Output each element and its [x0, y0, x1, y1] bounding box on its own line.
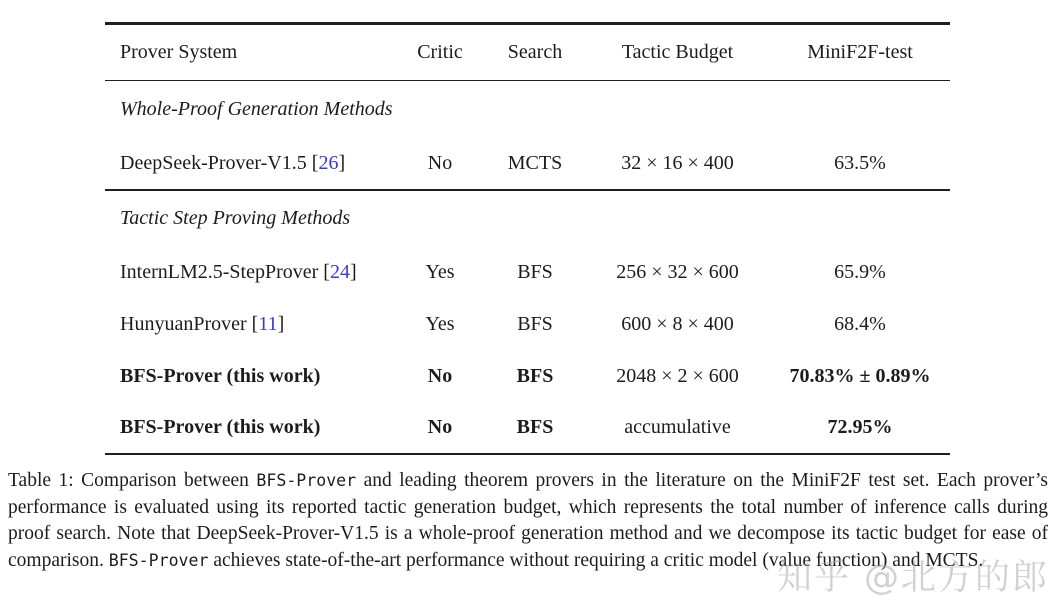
cell-result: 68.4% [834, 313, 886, 336]
citation-bracket-close: ] [349, 261, 357, 284]
cell-critic: No [427, 416, 453, 439]
results-table [105, 22, 950, 455]
table-rule-bottom [105, 453, 950, 456]
caption-text: achieves state-of-the-art performance without requiring a critic model (value function) and MCTS. [208, 549, 984, 571]
section-header-tactic-step: Tactic Step Proving Methods [120, 207, 351, 230]
citation-bracket-open: [ [323, 261, 330, 284]
column-header-critic: Critic [417, 40, 463, 63]
cell-prover-system: BFS-Prover (this work) [120, 416, 321, 439]
cell-tactic-budget: 256 × 32 × 600 [616, 261, 739, 284]
column-header-search: Search [507, 40, 563, 63]
column-header-prover-system: Prover System [120, 40, 238, 63]
table-row [105, 299, 950, 351]
cell-critic: No [427, 365, 453, 388]
cell-prover-system: BFS-Prover (this work) [120, 365, 321, 388]
cell-result: 70.83% ± 0.89% [789, 365, 931, 388]
caption-text: and leading theorem provers in the literature on the MiniF2F test set. Each prover’s performance is evaluated using its reported tactic generation budget, which represents the total number of inference calls during proof search. Note that DeepSeek-Prover-V1.5 is a whole-proof generation method and we decompose its tactic budget for ease of comparison. [8, 470, 1048, 571]
cell-critic: No [427, 151, 453, 174]
prover-name: HunyuanProver [120, 313, 247, 336]
cell-tactic-budget: 600 × 8 × 400 [621, 313, 734, 336]
cell-tactic-budget: accumulative [624, 416, 731, 439]
citation-bracket-close: ] [277, 313, 285, 336]
caption-text: Table 1: Comparison between [8, 470, 257, 491]
table-header-row [105, 25, 950, 80]
prover-name: DeepSeek-Prover-V1.5 [120, 151, 307, 174]
citation-link[interactable]: 26 [318, 151, 339, 174]
cell-search: BFS [517, 261, 553, 284]
cell-search: BFS [517, 313, 553, 336]
cell-prover-system [105, 261, 395, 284]
citation-bracket-open: [ [251, 313, 259, 336]
column-header-tactic-budget: Tactic Budget [621, 40, 734, 63]
cell-prover-system [105, 152, 395, 175]
cell-result: 65.9% [834, 261, 886, 284]
table-row [105, 247, 950, 299]
citation-bracket-close: ] [338, 151, 346, 174]
caption-code-bfs-prover: BFS-Prover [256, 471, 357, 490]
cell-prover-system [105, 313, 395, 336]
cell-result: 63.5% [834, 151, 886, 174]
cell-tactic-budget: 2048 × 2 × 600 [616, 365, 739, 388]
section-header-whole-proof: Whole-Proof Generation Methods [120, 97, 393, 120]
zhihu-watermark: 知乎 @北方的郎 [776, 558, 1049, 598]
citation-bracket-open: [ [311, 151, 319, 174]
cell-tactic-budget: 32 × 16 × 400 [621, 151, 734, 174]
prover-name: InternLM2.5-StepProver [120, 261, 319, 284]
citation-link[interactable]: 11 [258, 313, 278, 336]
table-caption [8, 468, 1048, 574]
cell-critic: Yes [425, 313, 455, 336]
cell-search: MCTS [507, 151, 563, 174]
caption-code-bfs-prover: BFS-Prover [108, 550, 209, 570]
cell-search: BFS [516, 416, 554, 439]
table-row [105, 137, 950, 189]
cell-search: BFS [516, 365, 554, 388]
cell-result: 72.95% [827, 416, 893, 439]
cell-critic: Yes [425, 261, 455, 284]
table-row [105, 403, 950, 453]
citation-link[interactable]: 24 [329, 261, 350, 284]
column-header-minif2f-test: MiniF2F-test [807, 40, 913, 63]
table-row [105, 351, 950, 403]
